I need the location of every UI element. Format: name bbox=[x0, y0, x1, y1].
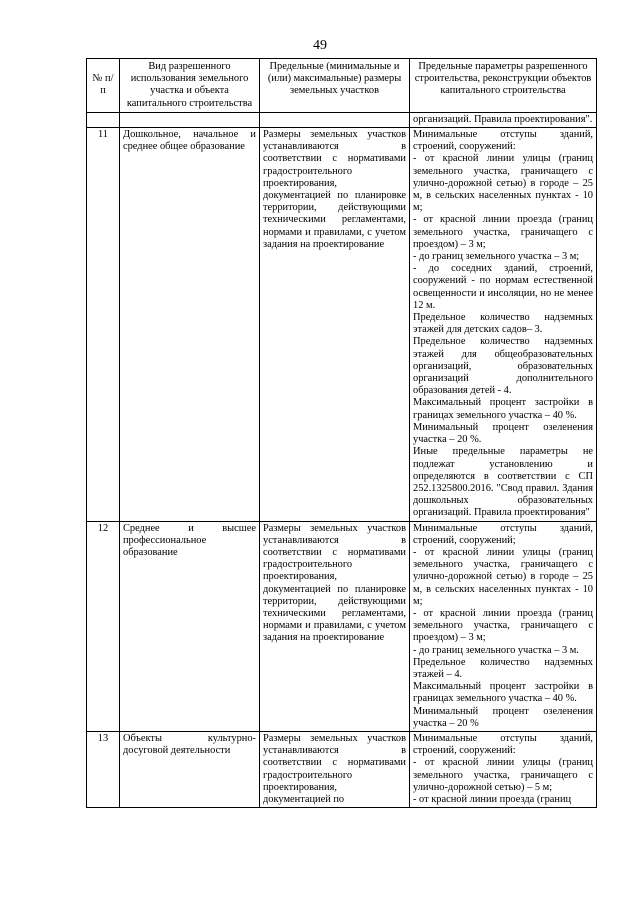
param-line: Максимальный процент застройки в границах земельного участка – 40 %. bbox=[413, 397, 593, 421]
param-line: Предельное количество надземных этажей для общеобразовательных организаций, образовательных организаций дополнительного образования детей - 4. bbox=[413, 336, 593, 397]
table-row bbox=[87, 521, 597, 731]
param-line: - до границ земельного участка – 3 м; bbox=[413, 251, 580, 263]
header-num: № п/п bbox=[87, 59, 120, 113]
param-line: - от красной линии проезда (границ bbox=[413, 793, 572, 805]
header-params: Предельные параметры разрешенного строительства, реконструкции объектов капитального строительства bbox=[410, 59, 597, 113]
header-kind: Вид разрешенного использования земельного участка и объекта капитального строительства bbox=[120, 59, 260, 113]
table-row-continuation bbox=[87, 112, 597, 127]
param-line: - от красной линии улицы (границ земельного участка, граничащего с улично-дорожной сетью) в городе – 25 м, в сельских населенных пунктах - 10 м; bbox=[413, 153, 593, 214]
table-row bbox=[87, 128, 597, 522]
cell-empty bbox=[87, 112, 120, 127]
page-number: 49 bbox=[313, 38, 327, 53]
cell-empty bbox=[260, 112, 410, 127]
cell-kind: Объекты культурно-досуговой деятельности bbox=[120, 731, 260, 807]
cell-params-continuation: организаций. Правила проектирования". bbox=[410, 112, 597, 127]
param-line: - до соседних зданий, строений, сооружений - по нормам естественной освещенности и инсоляции, но не менее 12 м. bbox=[413, 263, 593, 311]
cell-params bbox=[410, 521, 597, 731]
param-line: - от красной линии улицы (границ земельного участка, граничащего с улично-дорожной сетью) – 5 м; bbox=[413, 757, 593, 793]
param-line: Предельное количество надземных этажей для детских садов– 3. bbox=[413, 312, 593, 336]
regulations-table bbox=[86, 58, 597, 808]
cell-sizes: Размеры земельных участков устанавливаются в соответствии с нормативами градостроительного проектирования, документацией по планировке территории, действующими техническими регламентами, нормами и правилами, с учетом задания на проектирование bbox=[260, 521, 410, 731]
param-line: Максимальный процент застройки в границах земельного участка – 40 %. bbox=[413, 681, 593, 705]
table-header-row bbox=[87, 59, 597, 113]
param-line: - до границ земельного участка – 3 м. bbox=[413, 644, 579, 656]
header-sizes: Предельные (минимальные и (или) максимальные) размеры земельных участков bbox=[260, 59, 410, 113]
cell-empty bbox=[120, 112, 260, 127]
param-line: - от красной линии проезда (границ земельного участка, граничащего с проездом) – 3 м; bbox=[413, 607, 593, 644]
param-line: Минимальные отступы зданий, строений, сооружений: bbox=[413, 129, 593, 153]
cell-params bbox=[410, 128, 597, 522]
cell-num: 11 bbox=[87, 128, 120, 522]
param-line: Минимальный процент озеленения участка – 20 % bbox=[413, 705, 593, 729]
param-line: - от красной линии улицы (границ земельного участка, граничащего с улично-дорожной сетью) в городе – 25 м, в сельских населенных пунктах - 10 м; bbox=[413, 546, 593, 607]
param-line: Предельное количество надземных этажей – 4. bbox=[413, 656, 593, 680]
param-line: Минимальные отступы зданий, строений, сооружений; bbox=[413, 522, 593, 546]
table-row bbox=[87, 731, 597, 807]
param-line: Минимальный процент озеленения участка – 20 %. bbox=[413, 421, 593, 446]
cell-kind: Дошкольное, начальное и среднее общее образование bbox=[120, 128, 260, 522]
cell-kind: Среднее и высшее профессиональное образование bbox=[120, 521, 260, 731]
cell-num: 13 bbox=[87, 731, 120, 807]
cell-params bbox=[410, 731, 597, 807]
param-line: Иные предельные параметры не подлежат установлению и определяются в соответствии с СП 252.1325800.2016. "Свод правил. Здания дошкольных образовательных организаций. Правила проектирования" bbox=[413, 446, 593, 519]
cell-num: 12 bbox=[87, 521, 120, 731]
param-line: - от красной линии проезда (границ земельного участка, граничащего с проездом) – 3 м; bbox=[413, 214, 593, 250]
cell-sizes: Размеры земельных участков устанавливаются в соответствии с нормативами градостроительного проектирования, документацией по bbox=[260, 731, 410, 807]
param-line: Минимальные отступы зданий, строений, сооружений: bbox=[413, 732, 593, 757]
cell-sizes: Размеры земельных участков устанавливаются в соответствии с нормативами градостроительного проектирования, документацией по планировке территории, действующими техническими регламентами, нормами и правилами, с учетом задания на проектирование bbox=[260, 128, 410, 522]
